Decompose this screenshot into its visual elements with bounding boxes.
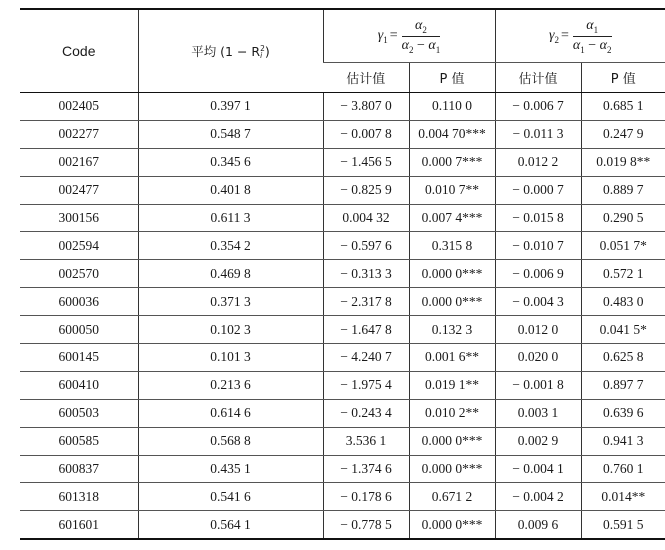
gamma1-p-cell: 0.000 0*** — [409, 260, 495, 288]
avg-cell: 0.614 6 — [138, 399, 323, 427]
gamma2-estimate-cell: − 0.006 9 — [495, 260, 581, 288]
gamma2-num: α — [586, 17, 594, 33]
avg-header-close: ) — [264, 44, 270, 59]
table-row — [20, 344, 665, 372]
gamma1-estimate-header: 估计值 — [323, 63, 409, 93]
gamma2-estimate-cell: 0.002 9 — [495, 427, 581, 455]
gamma1-estimate-cell: − 0.007 8 — [323, 120, 409, 148]
gamma1-symbol — [378, 28, 388, 45]
avg-cell: 0.371 3 — [138, 288, 323, 316]
avg-cell: 0.548 7 — [138, 120, 323, 148]
code-cell: 601318 — [20, 483, 138, 511]
code-cell: 600036 — [20, 288, 138, 316]
avg-cell: 0.213 6 — [138, 371, 323, 399]
avg-cell: 0.401 8 — [138, 176, 323, 204]
gamma1-p-cell: 0.132 3 — [409, 316, 495, 344]
gamma2-estimate-cell: − 0.015 8 — [495, 204, 581, 232]
avg-cell: 0.101 3 — [138, 344, 323, 372]
avg-cell: 0.541 6 — [138, 483, 323, 511]
gamma1-estimate-cell: − 1.975 4 — [323, 371, 409, 399]
gamma2-p-cell: 0.014** — [581, 483, 665, 511]
gamma2-estimate-cell: 0.003 1 — [495, 399, 581, 427]
gamma1-estimate-cell: − 0.778 5 — [323, 511, 409, 539]
table-row — [20, 455, 665, 483]
code-cell: 002167 — [20, 148, 138, 176]
gamma2-formula: $\gamma_2$ = $\frac{\alpha_1}{\alpha_1 - \alpha_2}$ — [548, 17, 612, 55]
gamma2-estimate-cell: − 0.004 1 — [495, 455, 581, 483]
avg-cell: 0.611 3 — [138, 204, 323, 232]
code-cell: 600050 — [20, 316, 138, 344]
gamma1-estimate-cell: − 0.597 6 — [323, 232, 409, 260]
gamma2-estimate-header: 估计值 — [495, 63, 581, 93]
avg-header — [138, 9, 323, 93]
code-cell: 600145 — [20, 344, 138, 372]
code-cell: 002594 — [20, 232, 138, 260]
code-cell: 601601 — [20, 511, 138, 539]
gamma1-estimate-cell: − 1.374 6 — [323, 455, 409, 483]
gamma1-estimate-cell: − 0.178 6 — [323, 483, 409, 511]
gamma1-p-cell: 0.671 2 — [409, 483, 495, 511]
table-row — [20, 511, 665, 539]
gamma1-p-cell: 0.019 1** — [409, 371, 495, 399]
table-row — [20, 260, 665, 288]
table-body — [20, 93, 665, 540]
avg-cell: 0.345 6 — [138, 148, 323, 176]
gamma1-sub: 1 — [383, 34, 388, 45]
gamma2-p-cell: 0.889 7 — [581, 176, 665, 204]
gamma2-p-cell: 0.483 0 — [581, 288, 665, 316]
gamma2-estimate-cell: − 0.006 7 — [495, 93, 581, 121]
table-row — [20, 288, 665, 316]
gamma2-den-b-sub: 2 — [607, 44, 612, 55]
gamma1-p-cell: 0.315 8 — [409, 232, 495, 260]
table-row — [20, 204, 665, 232]
code-cell: 600837 — [20, 455, 138, 483]
table-row — [20, 93, 665, 121]
gamma1-p-cell: 0.000 0*** — [409, 455, 495, 483]
gamma2-num-sub: 1 — [593, 24, 599, 35]
code-header: Code — [20, 9, 138, 93]
gamma2-p-cell: 0.572 1 — [581, 260, 665, 288]
table-header — [20, 9, 665, 93]
gamma2-header — [495, 9, 665, 63]
gamma1-p-cell: 0.010 2** — [409, 399, 495, 427]
avg-cell: 0.435 1 — [138, 455, 323, 483]
gamma1-den-op: − — [413, 37, 429, 53]
gamma1-formula: $\gamma_1$ = $\frac{\alpha_2}{\alpha_2 - \alpha_1}$ — [377, 17, 441, 55]
table-row — [20, 316, 665, 344]
gamma1-den-a: α — [401, 37, 410, 53]
gamma1-estimate-cell: − 4.240 7 — [323, 344, 409, 372]
table-row — [20, 120, 665, 148]
gamma1-letter: γ — [377, 27, 384, 43]
gamma1-estimate-cell: − 0.313 3 — [323, 260, 409, 288]
gamma1-p-cell: 0.110 0 — [409, 93, 495, 121]
results-table — [20, 8, 665, 540]
gamma2-p-cell: 0.625 8 — [581, 344, 665, 372]
gamma2-p-cell: 0.290 5 — [581, 204, 665, 232]
gamma2-den-op: − — [584, 37, 600, 53]
gamma2-fraction — [573, 18, 612, 55]
gamma1-p-cell: 0.000 0*** — [409, 427, 495, 455]
table-row — [20, 427, 665, 455]
gamma1-num: α — [415, 17, 423, 33]
gamma1-fraction — [402, 18, 441, 55]
gamma1-estimate-cell: 3.536 1 — [323, 427, 409, 455]
gamma2-p-cell: 0.247 9 — [581, 120, 665, 148]
gamma2-p-cell: 0.019 8** — [581, 148, 665, 176]
gamma2-letter: γ — [548, 27, 555, 43]
table-row — [20, 371, 665, 399]
gamma2-estimate-cell: 0.012 2 — [495, 148, 581, 176]
table-row — [20, 399, 665, 427]
gamma2-estimate-cell: 0.009 6 — [495, 511, 581, 539]
gamma2-symbol — [549, 28, 559, 45]
code-cell: 600503 — [20, 399, 138, 427]
gamma2-estimate-cell: − 0.011 3 — [495, 120, 581, 148]
gamma2-estimate-cell: − 0.000 7 — [495, 176, 581, 204]
gamma1-p-cell: 0.010 7** — [409, 176, 495, 204]
gamma1-den-b: α — [428, 37, 436, 53]
gamma1-p-cell: 0.000 7*** — [409, 148, 495, 176]
gamma1-p-cell: 0.000 0*** — [409, 511, 495, 539]
gamma2-p-cell: 0.591 5 — [581, 511, 665, 539]
gamma1-estimate-cell: − 0.825 9 — [323, 176, 409, 204]
gamma2-sub: 2 — [554, 34, 559, 45]
gamma1-den-a-sub: 2 — [409, 44, 414, 55]
code-cell: 002277 — [20, 120, 138, 148]
gamma2-p-cell: 0.897 7 — [581, 371, 665, 399]
gamma2-estimate-cell: 0.012 0 — [495, 316, 581, 344]
gamma2-den-b: α — [599, 37, 608, 53]
gamma2-p-cell: 0.760 1 — [581, 455, 665, 483]
code-cell: 002570 — [20, 260, 138, 288]
gamma1-estimate-cell: − 1.456 5 — [323, 148, 409, 176]
avg-header-text: 平均 (1 − R — [191, 44, 261, 59]
avg-header-sup: 2 — [260, 43, 265, 53]
gamma1-estimate-cell: − 3.807 0 — [323, 93, 409, 121]
gamma1-num-sub: 2 — [422, 24, 427, 35]
table-row — [20, 148, 665, 176]
gamma1-estimate-cell: 0.004 32 — [323, 204, 409, 232]
gamma1-p-cell: 0.001 6** — [409, 344, 495, 372]
gamma2-p-cell: 0.639 6 — [581, 399, 665, 427]
gamma2-den-a-sub: 1 — [580, 44, 585, 55]
gamma2-p-cell: 0.941 3 — [581, 427, 665, 455]
gamma1-p-cell: 0.004 70*** — [409, 120, 495, 148]
table-row — [20, 483, 665, 511]
gamma2-estimate-cell: − 0.004 2 — [495, 483, 581, 511]
table-row — [20, 176, 665, 204]
gamma1-estimate-cell: − 0.243 4 — [323, 399, 409, 427]
gamma2-p-header: P 值 — [581, 63, 665, 93]
code-cell: 600410 — [20, 371, 138, 399]
code-cell: 002405 — [20, 93, 138, 121]
code-cell: 600585 — [20, 427, 138, 455]
gamma2-p-cell: 0.041 5* — [581, 316, 665, 344]
gamma1-estimate-cell: − 1.647 8 — [323, 316, 409, 344]
gamma2-estimate-cell: − 0.004 3 — [495, 288, 581, 316]
gamma1-p-header: P 值 — [409, 63, 495, 93]
table-row — [20, 232, 665, 260]
gamma2-den-a: α — [572, 37, 581, 53]
avg-cell: 0.469 8 — [138, 260, 323, 288]
gamma1-p-cell: 0.007 4*** — [409, 204, 495, 232]
gamma1-header — [323, 9, 495, 63]
avg-cell: 0.354 2 — [138, 232, 323, 260]
code-cell: 002477 — [20, 176, 138, 204]
gamma2-p-cell: 0.685 1 — [581, 93, 665, 121]
avg-header-sub: i — [260, 50, 263, 60]
header-row-1 — [20, 9, 665, 63]
gamma2-estimate-cell: 0.020 0 — [495, 344, 581, 372]
gamma1-den-b-sub: 1 — [435, 44, 441, 55]
gamma1-p-cell: 0.000 0*** — [409, 288, 495, 316]
gamma2-estimate-cell: − 0.010 7 — [495, 232, 581, 260]
code-cell: 300156 — [20, 204, 138, 232]
gamma1-estimate-cell: − 2.317 8 — [323, 288, 409, 316]
avg-cell: 0.102 3 — [138, 316, 323, 344]
avg-cell: 0.564 1 — [138, 511, 323, 539]
avg-cell: 0.397 1 — [138, 93, 323, 121]
gamma2-p-cell: 0.051 7* — [581, 232, 665, 260]
gamma2-estimate-cell: − 0.001 8 — [495, 371, 581, 399]
avg-cell: 0.568 8 — [138, 427, 323, 455]
